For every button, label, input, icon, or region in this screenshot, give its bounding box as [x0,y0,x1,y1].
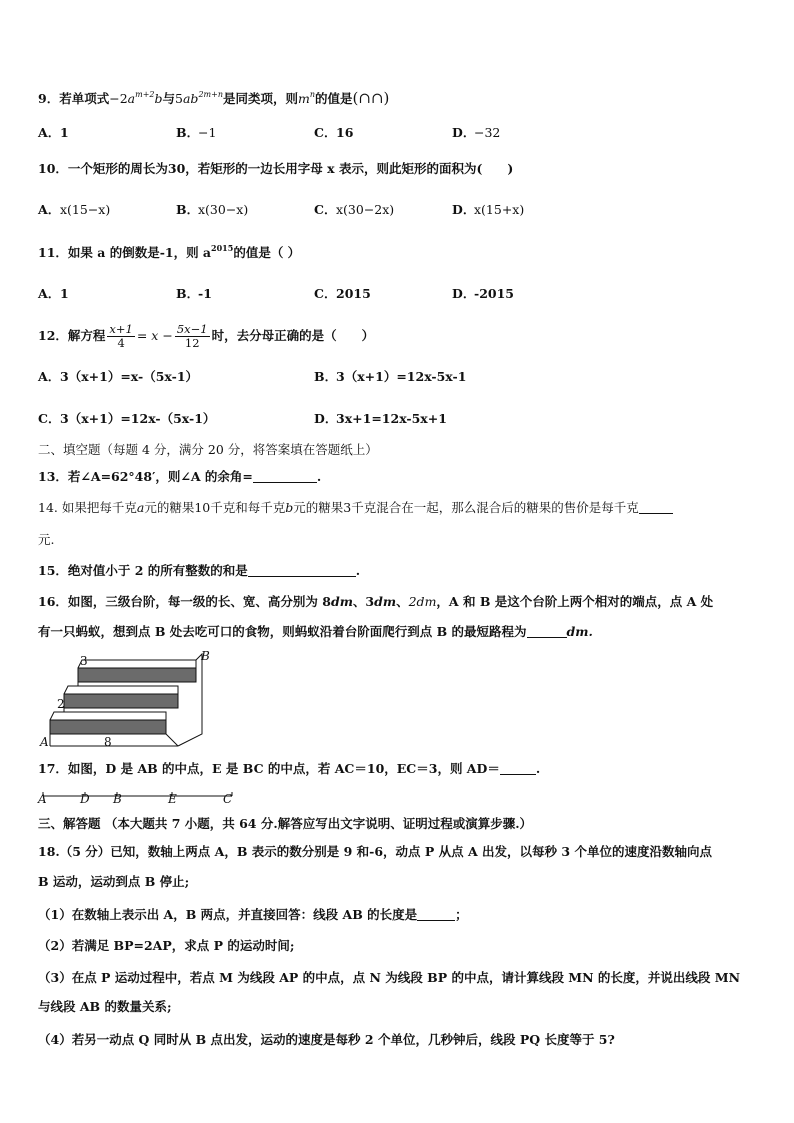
fig16-label-3: 3 [80,654,88,668]
q9-power: $m^n$ [298,90,316,106]
q12-middle: = x − [136,328,173,343]
q9-option-c: C．16 [314,125,354,140]
q9-suffix-b: 的值是 [315,91,353,106]
q11-option-b: B．-1 [176,286,212,301]
q12-option-d: D．3x+1=12x-5x+1 [314,411,447,426]
q14-line-2: 元. [38,532,55,547]
q9-prefix: 若单项式 [59,91,110,106]
q13-answer-blank[interactable] [253,470,317,483]
q12-option-c: C．3（x+1）=12x-（5x-1） [38,411,216,426]
q9-option-b: B．−1 [176,125,217,140]
step-3-riser [78,668,196,682]
q16-line-2: 有一只蚂蚁，想到点 B 处去吃可口的食物，则蚂蚁沿着台阶面爬行到点 B 的最短路程为 dm. [38,624,593,639]
fig17-label-c: C [223,792,233,806]
q12-fraction-2: $\frac{5x-1}{12}$ [176,322,208,350]
q15-stem: 15．绝对值小于 2 的所有整数的和是 . [38,563,361,578]
fig17-label-e: E [168,792,177,806]
q12-option-a: A．3（x+1）=x-（5x-1） [38,369,199,384]
q18-part-3-line-1: （3）在点 P 运动过程中，若点 M 为线段 AP 的中点，点 N 为线段 BP 的中点，请计算线段 MN 的长度，并说出线段 MN [38,970,741,985]
q9-stem [38,89,389,108]
q12-option-b: B．3（x+1）=12x-5x-1 [314,369,467,384]
section-3-heading: 三、解答题 （本大题共 7 小题，共 64 分.解答应写出文字说明、证明过程或演算步骤.） [38,816,533,831]
fig16-label-8: 8 [104,735,112,749]
q9-term1: $-2a^{m+2}b$ [109,90,163,106]
fig17-label-d: D [80,792,90,806]
q17-stem: 17．如图，D 是 AB 的中点，E 是 BC 的中点，若 AC＝10，EC＝3，则 AD＝ . [38,761,541,776]
q11-option-c: C．2015 [314,286,371,301]
step-1-riser [50,720,166,734]
q9-paren: (∩∩) [352,89,390,107]
segment-figure [38,790,238,806]
q12-stem: 12．解方程 $\frac{x+1}{4}$ = x − $\frac{5x-1}{12}$ 时，去分母正确的是（ ） [38,322,375,350]
fig16-label-b: B [201,649,210,663]
fig17-label-b: B [113,792,122,806]
q9-option-a: A．1 [38,125,69,140]
q18-line-2: B 运动，运动到点 B 停止; [38,874,190,889]
q18-answer-blank[interactable] [417,908,455,921]
q14-line-1: 14. 如果把每千克a元的糖果10千克和每千克b元的糖果3千克混合在一起，那么混合后的糖果的售价是每千克 [38,499,673,517]
staircase-figure [38,650,218,750]
q10-stem: 10．一个矩形的周长为30，若矩形的一边长用字母 x 表示，则此矩形的面积为( ) [38,161,514,176]
q18-line-1: 18.（5 分）已知，数轴上两点 A，B 表示的数分别是 9 和-6，动点 P 从点 A 出发，以每秒 3 个单位的速度沿数轴向点 [38,844,712,859]
q10-option-a: A．x(15−x) [38,202,111,217]
q11-option-d: D．-2015 [452,286,514,301]
q9-suffix-a: 是同类项，则 [222,91,298,106]
q18-part-4: （4）若另一动点 Q 同时从 B 点出发，运动的速度是每秒 2 个单位，几秒钟后，线段 PQ 长度等于 5? [38,1032,615,1047]
q15-answer-blank[interactable] [248,564,356,577]
q9-mid: 与 [162,91,176,106]
q18-part-3-line-2: 与线段 AB 的数量关系; [38,999,172,1014]
q9-term2: $5ab^{2m+n}$ [175,90,223,106]
q12-fraction-1: $\frac{x+1}{4}$ [109,322,133,350]
q18-part-2: （2）若满足 BP=2AP，求点 P 的运动时间; [38,938,295,953]
fig17-label-a: A [38,792,47,806]
q9-number: 9． [38,91,60,106]
q9-option-d: D．−32 [452,125,501,140]
q10-option-b: B．x(30−x) [176,202,249,217]
q17-answer-blank[interactable] [500,762,536,775]
fig16-label-a: A [40,735,49,749]
section-2-heading: 二、填空题（每题 4 分，满分 20 分，将答案填在答题纸上） [38,442,378,457]
q10-option-d: D．x(15+x) [452,202,525,217]
fig16-label-2: 2 [57,697,65,711]
side-edge [166,734,178,746]
q10-option-c: C．x(30−2x) [314,202,395,217]
q11-stem: 11．如果 a 的倒数是-1，则 $a^{2015}$的值是（ ） [38,243,301,260]
q13-stem: 13．若∠A=62°48′，则∠A 的余角= . [38,469,322,484]
q14-answer-blank[interactable] [639,501,673,514]
step-2-riser [64,694,178,708]
q16-answer-blank[interactable] [527,625,567,638]
q18-part-1: （1）在数轴上表示出 A，B 两点，并直接回答：线段 AB 的长度是 ； [38,907,468,922]
q16-line-1: 16．如图，三级台阶，每一级的长、宽、高分别为 8dm、3dm、2dm，A 和 B 是这个台阶上两个相对的端点，点 A 处 [38,594,714,609]
q11-option-a: A．1 [38,286,69,301]
